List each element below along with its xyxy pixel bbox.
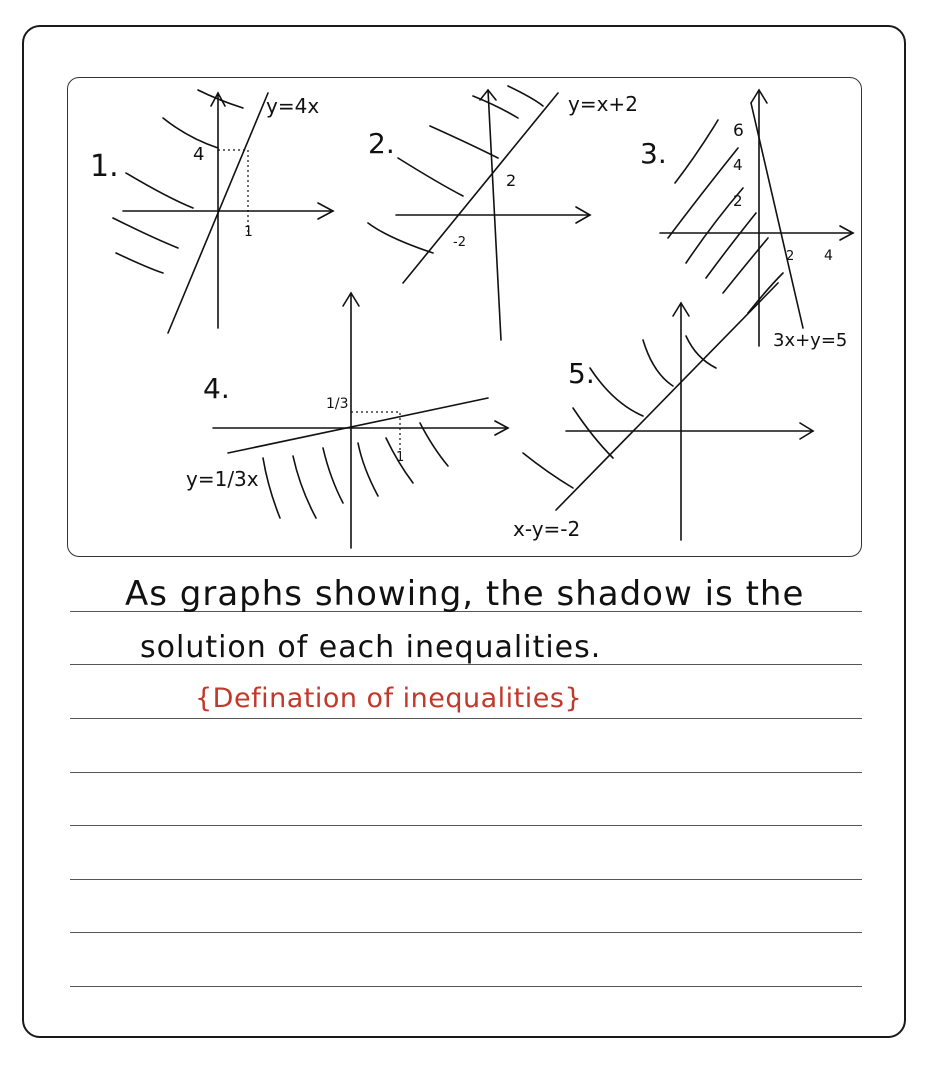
graph-5-shade	[643, 340, 673, 386]
graphs-canvas	[68, 78, 862, 557]
graph-5	[513, 283, 813, 541]
graph-1-shade	[126, 173, 193, 208]
graph-1-shade	[116, 253, 163, 273]
ruled-line	[70, 772, 862, 773]
ruled-line	[70, 932, 862, 933]
graph-3-tick-y-low: 2	[733, 192, 743, 210]
graph-4-shade	[358, 443, 378, 496]
graph-3-label: 3x+y=5	[773, 330, 848, 351]
graph-2-label: y=x+2	[568, 92, 638, 116]
graph-4-shade	[263, 458, 280, 518]
ruled-line	[70, 879, 862, 880]
graph-2-tick-x: -2	[453, 235, 466, 250]
graph-3-number: 3.	[640, 137, 667, 170]
graph-4-shade	[293, 456, 316, 518]
graph-2-shade	[430, 126, 498, 158]
graph-4-shade	[420, 423, 448, 466]
graph-4-shade	[323, 448, 343, 503]
graph-4-number: 4.	[203, 372, 230, 405]
graph-1-label: y=4x	[266, 94, 320, 118]
graph-4	[186, 293, 508, 548]
graph-2-shade	[368, 223, 433, 253]
graph-5-shade	[523, 453, 573, 488]
graph-3-shade	[668, 148, 738, 238]
answer-line-2: solution of each inequalities.	[140, 630, 602, 665]
graph-2-number: 2.	[368, 127, 395, 160]
graph-4-tick-y: 1/3	[326, 396, 349, 412]
graph-3-tick-x-b: 4	[824, 248, 833, 264]
ruled-line	[70, 986, 862, 987]
graph-3-tick-x-a: 2	[786, 249, 795, 264]
graph-2-tick-y: 2	[506, 171, 517, 190]
graph-1-shade	[113, 218, 178, 248]
graph-4-label: y=1/3x	[186, 467, 259, 491]
graph-3-shade	[748, 273, 783, 313]
answer-line-1: As graphs showing, the shadow is the	[125, 574, 805, 614]
graph-1-tick-x: 1	[244, 224, 253, 240]
graph-5-boundary-line	[556, 283, 778, 510]
graph-5-label: x-y=-2	[513, 517, 581, 541]
graph-1-number: 1.	[90, 149, 119, 184]
graph-5-number: 5.	[568, 357, 595, 390]
graph-3-tick-y-top: 6	[733, 121, 744, 141]
graph-3-tick-y-mid: 4	[733, 156, 743, 174]
answer-note: {Defination of inequalities}	[195, 683, 583, 714]
graph-5-shade	[590, 368, 643, 416]
graph-4-tick-x: 1	[396, 450, 405, 465]
graph-3-shade	[675, 120, 718, 183]
graphs-panel	[67, 77, 862, 557]
graph-5-shade	[573, 408, 613, 458]
graph-2-boundary-line	[403, 93, 558, 283]
graph-3	[640, 90, 853, 351]
graph-3-shade	[686, 188, 743, 263]
graph-2-shade	[508, 86, 543, 106]
ruled-line	[70, 718, 862, 719]
graph-1-shade	[163, 118, 218, 148]
graph-1-tick-y: 4	[193, 144, 205, 165]
graph-2-shade	[398, 158, 463, 196]
graph-1	[90, 90, 333, 333]
graph-3-shade	[706, 213, 756, 278]
graph-1-guide	[218, 150, 248, 233]
ruled-line	[70, 825, 862, 826]
graph-2	[368, 86, 638, 340]
